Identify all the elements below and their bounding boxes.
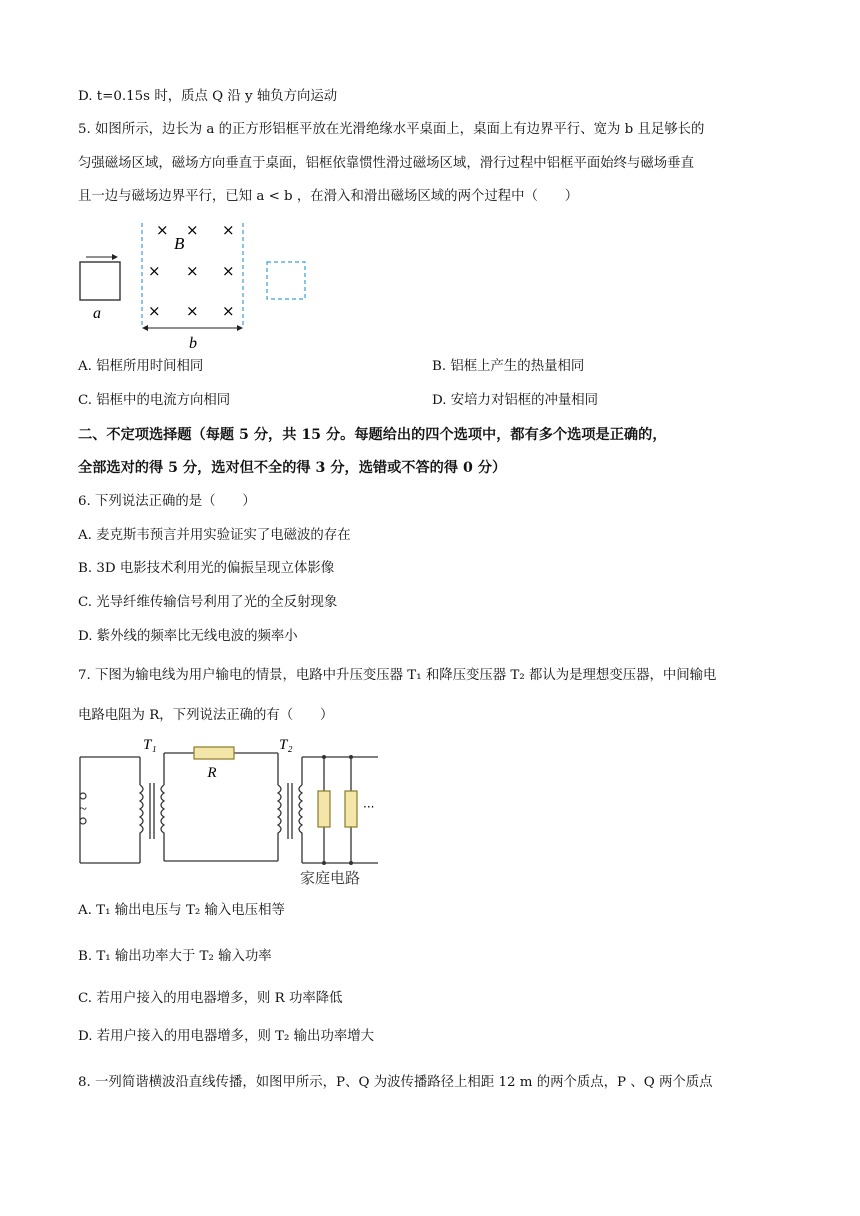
junction-dot — [322, 861, 326, 865]
q7-option-b: B. T₁ 输出功率大于 T₂ 输入功率 — [78, 949, 272, 964]
more-loads-ellipsis: ··· — [363, 800, 375, 814]
width-arrowhead-left — [142, 325, 148, 331]
ac-symbol: ~ — [79, 802, 87, 817]
q5-stem-line-3: 且一边与磁场边界平行，已知 a < b ，在滑入和滑出磁场区域的两个过程中（ ） — [78, 189, 579, 204]
q5-option-a: A. 铝框所用时间相同 — [78, 359, 204, 374]
line-resistor — [194, 747, 234, 759]
q5-stem-line-2: 匀强磁场区域，磁场方向垂直于桌面，铝框依靠惯性滑过磁场区域，滑行过程中铝框平面始终与磁场垂直 — [78, 156, 694, 171]
label-a: a — [93, 305, 101, 322]
q5-figure — [70, 215, 330, 355]
q6-option-c: C. 光导纤维传输信号利用了光的全反射现象 — [78, 595, 338, 610]
caption-household-circuit: 家庭电路 — [299, 869, 361, 887]
width-arrowhead-right — [237, 325, 243, 331]
household-load — [318, 791, 330, 827]
velocity-arrowhead — [112, 254, 118, 260]
label-T2: T₂ — [279, 737, 293, 753]
t1-secondary-coil — [161, 785, 164, 837]
aluminum-frame — [80, 262, 120, 300]
q7-circuit-figure — [76, 735, 386, 887]
label-R: R — [207, 765, 217, 781]
junction-dot — [349, 861, 353, 865]
t1-primary-coil — [140, 785, 143, 837]
q5-option-c: C. 铝框中的电流方向相同 — [78, 393, 231, 408]
field-cross: × — [222, 302, 235, 320]
field-cross: × — [222, 262, 235, 280]
field-cross: × — [186, 302, 199, 320]
field-cross: × — [148, 302, 161, 320]
label-b: b — [189, 335, 197, 352]
q6-option-d: D. 紫外线的频率比无线电波的频率小 — [78, 629, 298, 644]
label-B: B — [174, 234, 185, 253]
field-cross: × — [186, 262, 199, 280]
q7-option-d: D. 若用户接入的用电器增多，则 T₂ 输出功率增大 — [78, 1029, 375, 1044]
source-terminal — [80, 793, 86, 799]
q6-option-b: B. 3D 电影技术利用光的偏振呈现立体影像 — [78, 561, 335, 576]
t2-secondary-coil — [299, 785, 302, 837]
field-cross: × — [186, 221, 199, 239]
section2-heading-line-2: 全部选对的得 5 分，选对但不全的得 3 分，选错或不答的得 0 分） — [78, 460, 507, 476]
source-terminal — [80, 818, 86, 824]
q5-option-d: D. 安培力对铝框的冲量相同 — [432, 393, 599, 408]
field-cross: × — [156, 221, 169, 239]
section2-heading-line-1: 二、不定项选择题（每题 5 分，共 15 分。每题给出的四个选项中，都有多个选项是正确的， — [78, 427, 667, 443]
q7-option-a: A. T₁ 输出电压与 T₂ 输入电压相等 — [78, 903, 285, 918]
junction-dot — [322, 755, 326, 759]
q7-option-c: C. 若用户接入的用电器增多，则 R 功率降低 — [78, 991, 343, 1006]
frame-exit-position — [267, 262, 305, 299]
q4-option-d: D. t=0.15s 时，质点 Q 沿 y 轴负方向运动 — [78, 89, 338, 104]
q6-stem: 6. 下列说法正确的是（ ） — [78, 494, 256, 509]
q8-stem-line-1: 8. 一列简谐横波沿直线传播，如图甲所示，P、Q 为波传播路径上相距 12 m 的两个质点，P 、Q 两个质点 — [78, 1075, 713, 1090]
household-load — [345, 791, 357, 827]
junction-dot — [349, 755, 353, 759]
label-T1: T₁ — [143, 737, 157, 753]
q6-option-a: A. 麦克斯韦预言并用实验证实了电磁波的存在 — [78, 528, 351, 543]
q5-option-b: B. 铝框上产生的热量相同 — [432, 359, 585, 374]
q5-stem-line-1: 5. 如图所示，边长为 a 的正方形铝框平放在光滑绝缘水平桌面上，桌面上有边界平行、宽为 b 且足够长的 — [78, 122, 705, 137]
q7-stem-line-2: 电路电阻为 R，下列说法正确的有（ ） — [78, 708, 334, 723]
q7-stem-line-1: 7. 下图为输电线为用户输电的情景，电路中升压变压器 T₁ 和降压变压器 T₂ 都认为是理想变压器，中间输电 — [78, 668, 717, 683]
field-cross: × — [222, 221, 235, 239]
t2-primary-coil — [278, 785, 281, 837]
field-cross: × — [148, 262, 161, 280]
